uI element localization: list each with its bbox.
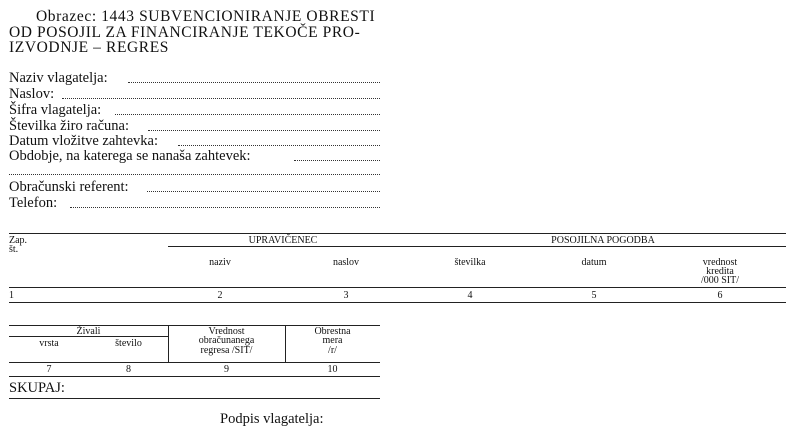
table2-num-7: 7 bbox=[46, 364, 52, 375]
field-obdobje-line2[interactable] bbox=[9, 174, 380, 175]
field-datum-line[interactable] bbox=[178, 145, 380, 146]
form-title-line3: IZVODNJE – REGRES bbox=[9, 39, 170, 56]
table2-col-obrestna-1: Obrestna bbox=[314, 326, 351, 337]
field-sifra-line[interactable] bbox=[115, 114, 380, 115]
table1-col-stevilka: številka bbox=[454, 257, 486, 268]
table1-top-rule bbox=[9, 233, 786, 234]
table2-num-10: 10 bbox=[327, 364, 338, 375]
skupaj-label: SKUPAJ: bbox=[9, 380, 65, 396]
field-naziv-label: Naziv vlagatelja: bbox=[9, 70, 108, 86]
signature-label: Podpis vlagatelja: bbox=[220, 411, 324, 427]
table2-row-rule bbox=[9, 376, 380, 377]
table1-zap-label-2: št. bbox=[9, 244, 19, 255]
table2-header-rule bbox=[9, 362, 380, 363]
field-telefon-line[interactable] bbox=[70, 207, 380, 208]
table2-zivali-rule bbox=[9, 336, 168, 337]
field-naslov-label: Naslov: bbox=[9, 86, 55, 102]
table1-col-vrednost-3: /000 SIT/ bbox=[700, 275, 740, 286]
table1-col-naziv: naziv bbox=[209, 257, 231, 268]
field-naziv-line[interactable] bbox=[128, 82, 380, 83]
form-title-line1: Obrazec: 1443 SUBVENCIONIRANJE OBRESTI bbox=[36, 8, 376, 25]
field-datum-label: Datum vložitve zahtevka: bbox=[9, 133, 158, 149]
table2-col-vrsta: vrsta bbox=[39, 338, 59, 349]
field-sifra-label: Šifra vlagatelja: bbox=[9, 102, 102, 118]
table2-col-stevilo: število bbox=[115, 338, 142, 349]
field-referent-line[interactable] bbox=[147, 191, 380, 192]
table1-group-upravicenec: UPRAVIČENEC bbox=[248, 235, 318, 246]
field-naslov-line[interactable] bbox=[62, 98, 380, 99]
table2-col-vrednost-1: Vrednost bbox=[208, 326, 245, 337]
table2-bottom-rule bbox=[9, 398, 380, 399]
table1-num-5: 5 bbox=[591, 290, 597, 301]
table1-num-3: 3 bbox=[343, 290, 349, 301]
table1-col-datum: datum bbox=[581, 257, 607, 268]
table2-num-8: 8 bbox=[126, 364, 131, 375]
table1-group-posojilna: POSOJILNA POGODBA bbox=[551, 235, 655, 246]
field-telefon-label: Telefon: bbox=[9, 195, 58, 211]
table2-col-vrednost-2: obračunanega bbox=[198, 335, 255, 346]
table1-col-vrednost-1: vrednost bbox=[702, 257, 738, 268]
table2-num-9: 9 bbox=[224, 364, 229, 375]
table2-col-obrestna-3: /r/ bbox=[328, 345, 337, 356]
form-title-line2: OD POSOJIL ZA FINANCIRANJE TEKOČE PRO- bbox=[9, 24, 361, 41]
table1-col-vrednost-2: kredita bbox=[706, 266, 734, 277]
field-obdobje-label: Obdobje, na katerega se nanaša zahtevek: bbox=[9, 148, 251, 164]
table2-col-obrestna-2: mera bbox=[322, 335, 343, 346]
field-ziro-line[interactable] bbox=[148, 130, 380, 131]
table1-bottom-rule bbox=[9, 302, 786, 303]
table1-num-1: 1 bbox=[9, 290, 14, 301]
field-ziro-label: Številka žiro računa: bbox=[9, 118, 129, 134]
table1-zap-label-1: Zap. bbox=[9, 235, 28, 246]
table2-col-vrednost-3: regresa /SIT/ bbox=[200, 345, 253, 356]
table1-num-4: 4 bbox=[467, 290, 473, 301]
field-referent-label: Obračunski referent: bbox=[9, 179, 129, 195]
table1-num-2: 2 bbox=[217, 290, 223, 301]
table1-group-rule bbox=[168, 246, 786, 247]
table2-group-zivali: Živali bbox=[76, 326, 101, 337]
field-obdobje-line[interactable] bbox=[294, 160, 380, 161]
table1-col-naslov: naslov bbox=[332, 257, 360, 268]
table1-header-rule bbox=[9, 287, 786, 288]
table1-num-6: 6 bbox=[717, 290, 723, 301]
